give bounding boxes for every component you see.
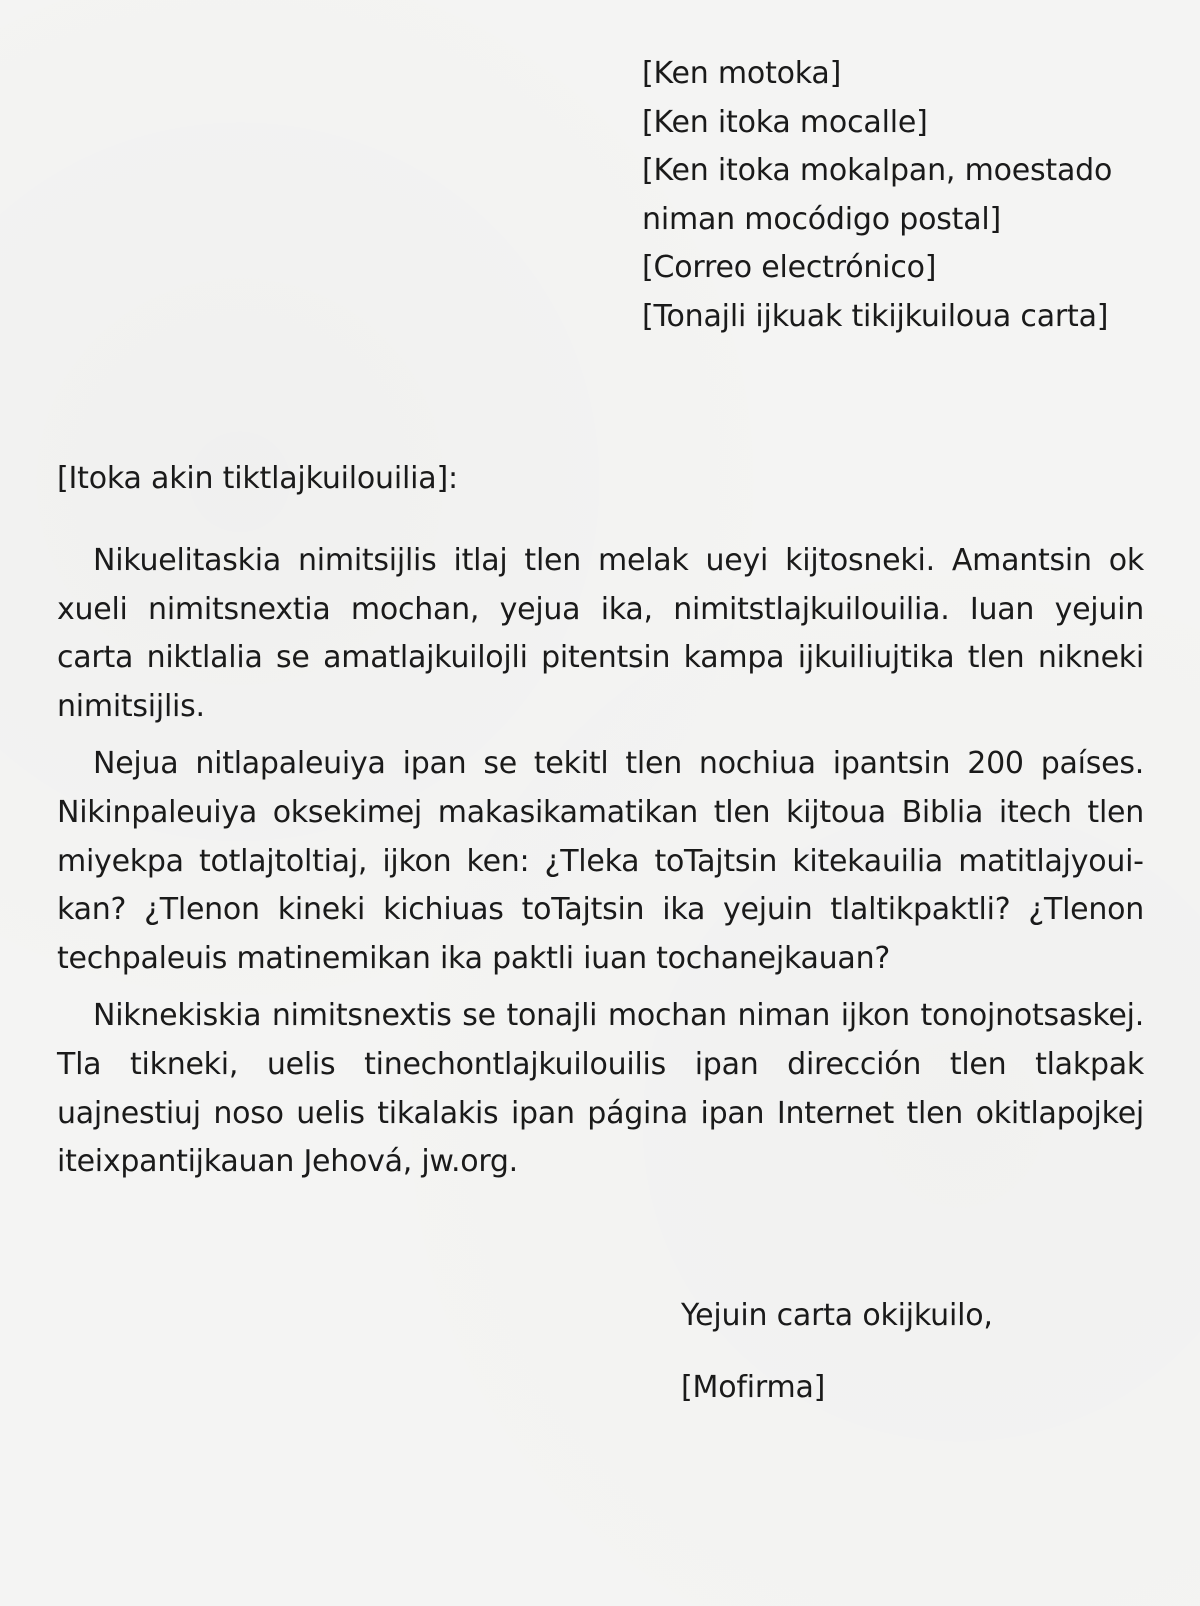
closing-line: Yejuin carta okijkuilo, — [681, 1298, 993, 1333]
sender-city-line: [Ken itoka mokalpan, moestado niman mocódigo postal] — [642, 153, 1113, 237]
body-paragraph: Nikuelitaskia nimitsijlis itlaj tlen melak ueyi kijtosneki. Amantsin ok xueli nimitsnextia mochan, yejua ika, nimitstlajkuilouilia. Iuan yejuin carta niktlalia se amatlajkuilojli pitentsin kampa ijkuiliujtika tlen nikneki nimitsijlis. — [57, 543, 1144, 724]
letter-body — [57, 537, 1144, 1196]
sender-street: [Ken itoka mocalle] — [642, 104, 928, 140]
salutation: [Itoka akin tiktlajkuilouilia]: — [57, 461, 458, 496]
sender-address-block — [642, 50, 1162, 341]
letter-date: [Tonajli ijkuak tikijkuiloua carta] — [642, 298, 1109, 334]
sender-name: [Ken motoka] — [642, 56, 842, 91]
body-paragraph: Nejua nitlapaleuiya ipan se tekitl tlen nochiua ipantsin 200 países. Nikinpaleuiya oksekimej makasikamatikan tlen kijtoua Biblia itech tlen miyekpa totlajtoltiaj, ijkon ken: ¿Tleka toTajtsin kitekauilia matitlajyouikan? ¿Tlenon kineki kichiuas toTajtsin ika yejuin tlaltikpaktli? ¿Tlenon techpaleuis matinemikan ika paktli iuan tochanejkauan? — [57, 746, 1144, 976]
body-paragraph: Niknekiskia nimitsnextis se tonajli mochan niman ijkon tonojnotsaskej. Tla tikneki, uelis tinechontlajkuilouilis ipan dirección tlen tlakpak uajnestiuj noso uelis tikalakis ipan página ipan Internet tlen okitlapojkej iteixpantijkauan Jehová, jw.org. — [57, 998, 1144, 1180]
signature-placeholder: [Mofirma] — [681, 1370, 826, 1405]
sender-email: [Correo electrónico] — [642, 250, 937, 285]
